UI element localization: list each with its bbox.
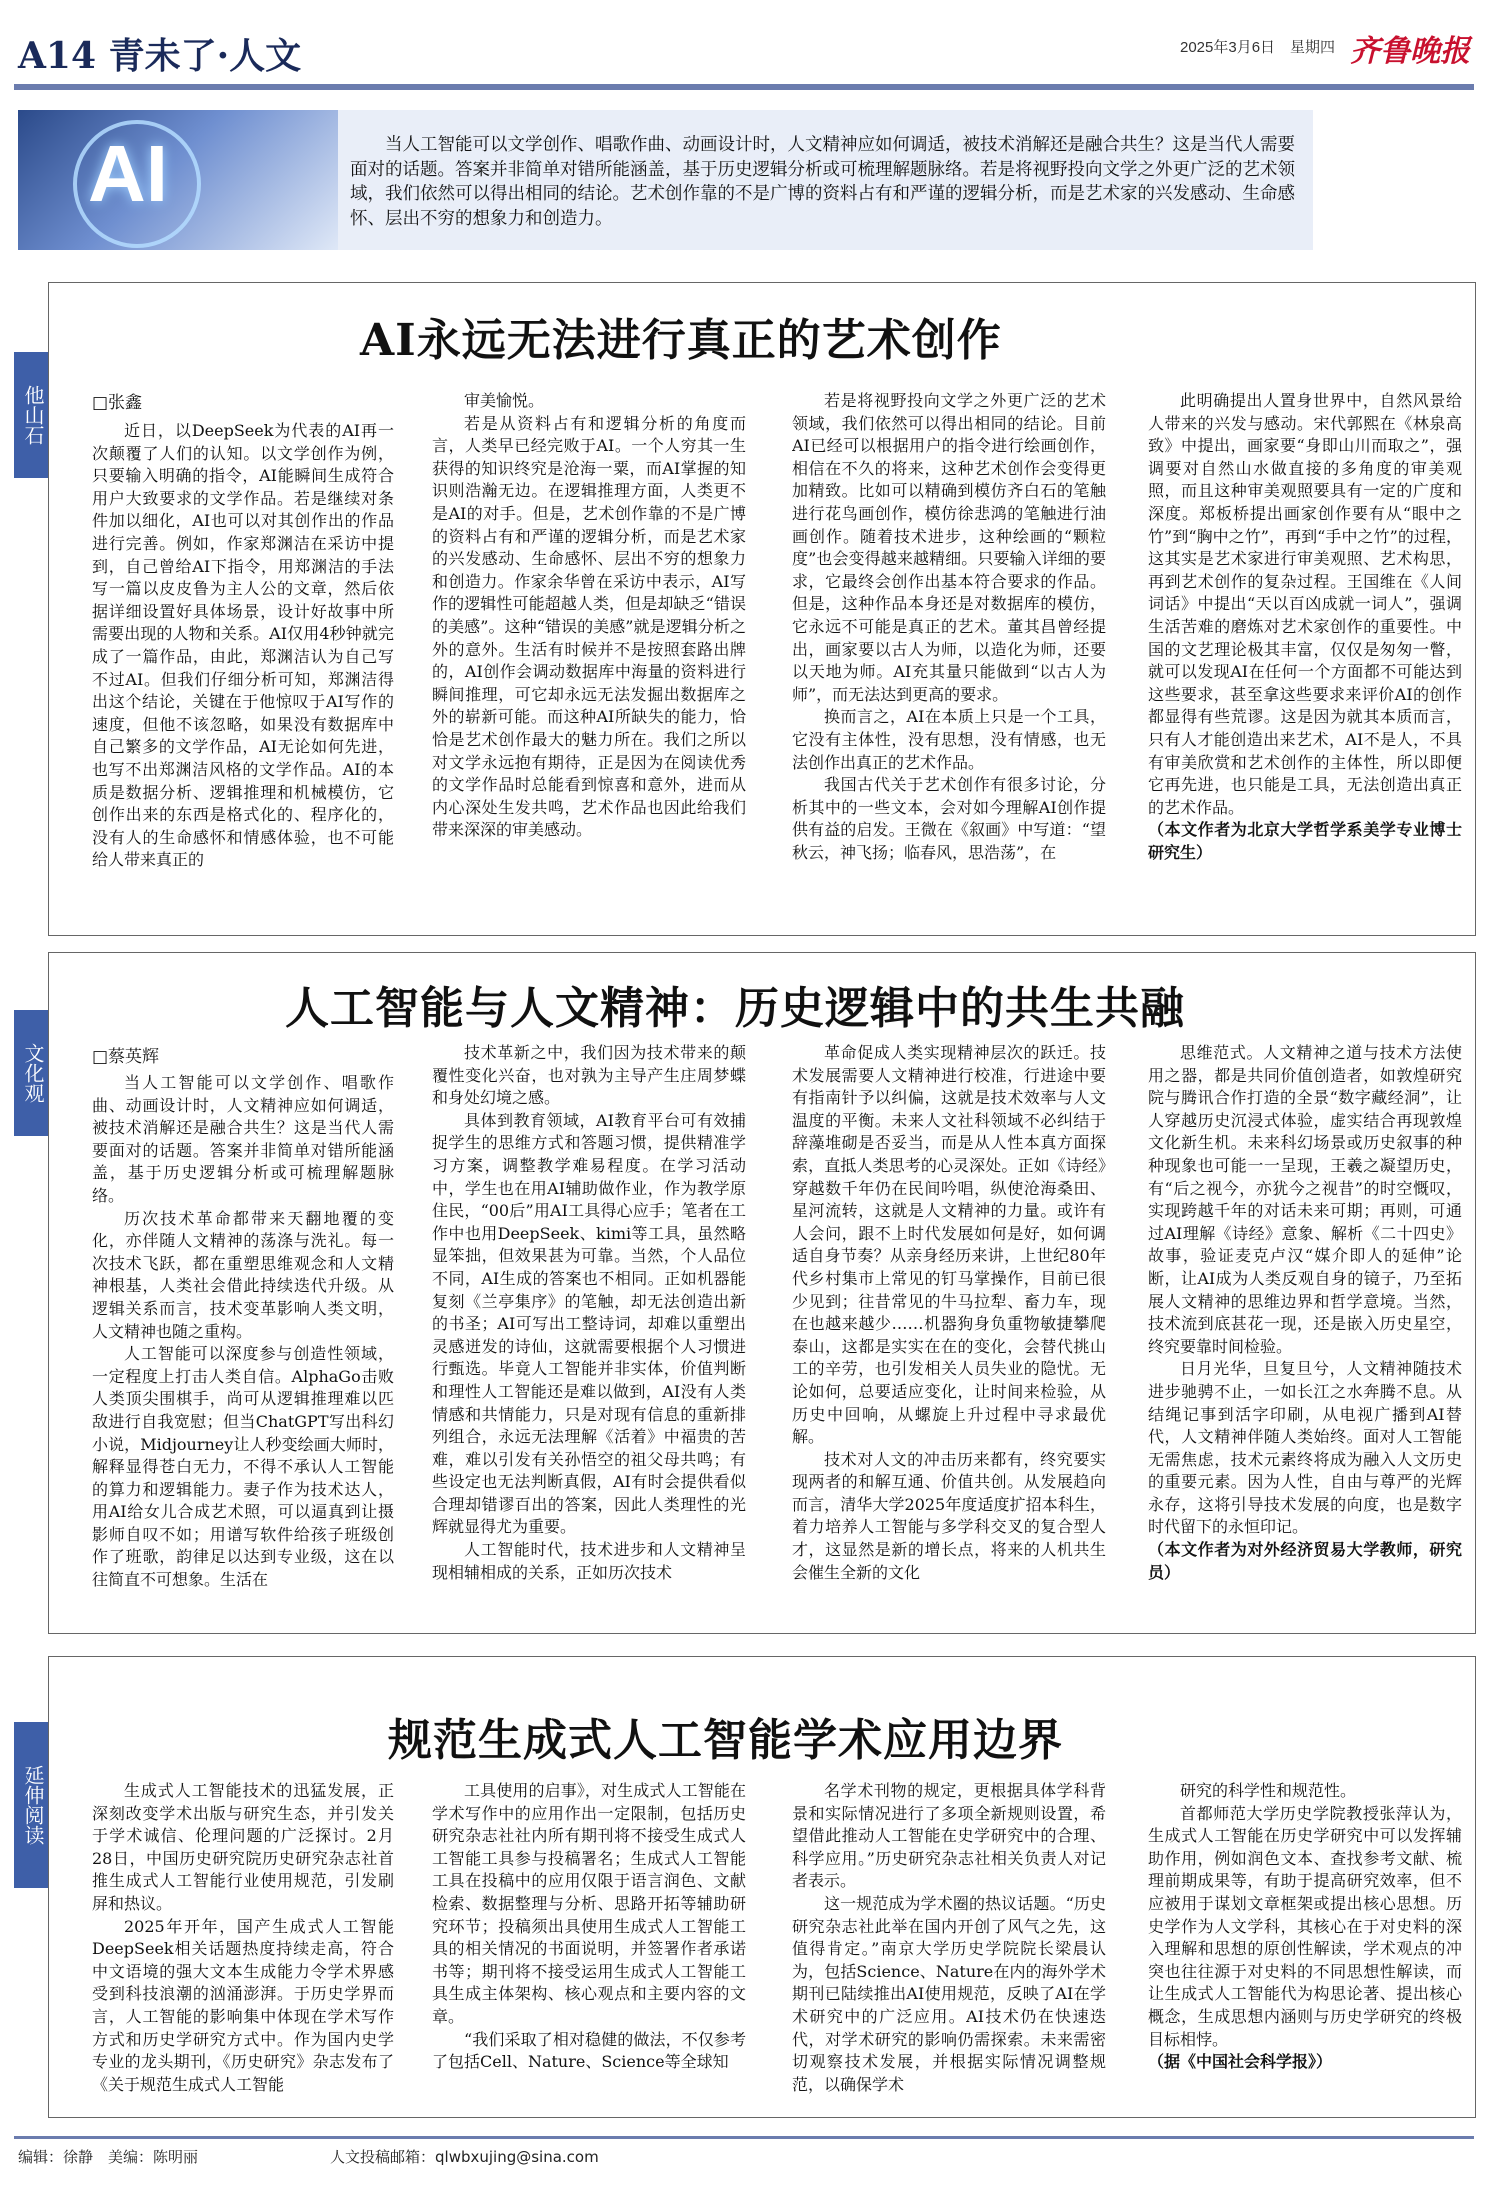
- article-title-2: 人工智能与人文精神：历史逻辑中的共生共融: [285, 983, 1185, 1034]
- footer-editor: 编辑：徐静 美编：陈明丽: [18, 2148, 199, 2166]
- article-1-column-3: 若是将视野投向文学之外更广泛的艺术领域，我们依然可以得出相同的结论。目前AI已经可以根据用户的指令进行绘画创作，相信在不久的将来，这种艺术创作会变得更加精致。比如可以精确到模仿齐白石的笔触进行花鸟画创作，模仿徐悲鸿的笔触进行油画创作。随着技术进步，这种绘画的“颗粒度”也会变得越来越精细。只要输入详细的要求，它最终会创作出基本符合要求的作品。但是，这种作品本身还是对数据库的模仿，它永远不可能是真正的艺术。董其昌曾经提出，画家要以古人为师，以造化为师，还要以天地为师。AI充其量只能做到“以古人为师”，而无法达到更高的要求。 换而言之，AI在本质上只是一个工具，它没有主体性，没有思想，没有情感，也无法创作出真正的艺术作品。 我国古代关于艺术创作有很多讨论，分析其中的一些文本，会对如今理解AI创作提供有益的启发。王微在《叙画》中写道：“望秋云，神飞扬；临春风，思浩荡”，在: [792, 391, 1106, 862]
- article-3-column-3: 名学术刊物的规定，更根据具体学科背景和实际情况进行了多项全新规则设置，希望借此推动人工智能在史学研究中的合理、科学应用。”历史研究杂志社相关负责人对记者表示。 这一规范成为学术圈的热议话题。“历史研究杂志社此举在国内开创了风气之先，这值得肯定。”南京大学历史学院院长梁晨认为，包括Science、Nature在内的海外学术期刊已陆续推出AI使用规范，反映了AI在学术研究中的广泛应用。AI技术仍在快速迭代，对学术研究的影响仍需探索。未来需密切观察技术发展，并根据实际情况调整规范，以确保学术: [792, 1781, 1106, 2094]
- article-3-column-4: 研究的科学性和规范性。 首都师范大学历史学院教授张萍认为，生成式人工智能在历史学研究中可以发挥辅助作用，例如润色文本、查找参考文献、梳理前期成果等，有助于提高研究效率，但不应被用于谋划文章框架或提出核心思想。历史学作为人文学科，其核心在于对史料的深入理解和思想的原创性解读，学术观点的冲突也往往源于对史料的不同思想性解读，而让生成式人工智能代为构思论著、提出核心概念，生成思想内涵则与历史学研究的终极目标相悖。 （据《中国社会科学报》）: [1148, 1781, 1462, 2072]
- article-title-3: 规范生成式人工智能学术应用边界: [388, 1715, 1063, 1766]
- article-title-1: AI永远无法进行真正的艺术创作: [360, 315, 1002, 366]
- article-2-column-1: 当人工智能可以文学创作、唱歌作曲、动画设计时，人文精神应如何调适，被技术消解还是融合共生？这是当代人需要面对的话题。答案并非简单对错所能涵盖，基于历史逻辑分析或可梳理解题脉络。 历次技术革命都带来天翻地覆的变化，亦伴随人文精神的荡涤与洗礼。每一次技术飞跃，都在重塑思维观念和人文精神根基，人类社会借此持续迭代升级。从逻辑关系而言，技术变革影响人类文明，人文精神也随之重构。 人工智能可以深度参与创造性领域，一定程度上打击人类自信。AlphaGo击败人类顶尖围棋手，尚可从逻辑推理难以匹敌进行自我宽慰；但当ChatGPT写出科幻小说，Midjourney让人秒变绘画大师时，解释显得苍白无力，不得不承认人工智能的算力和逻辑能力。妻子作为技术达人，用AI给女儿合成艺术照，可以逼真到让摄影师自叹不如；用谱写软件给孩子班级创作了班歌，韵律足以达到专业级，这在以往简直不可想象。生活在: [92, 1073, 394, 1590]
- newspaper-logo: 齐鲁晚报: [1350, 34, 1470, 69]
- article-1-column-2: 审美愉悦。 若是从资料占有和逻辑分析的角度而言，人类早已经完败于AI。一个人穷其一生获得的知识终究是沧海一粟，而AI掌握的知识则浩瀚无边。在逻辑推理方面，人类更不是AI的对手。但是，艺术创作靠的不是广博的资料占有和严谨的逻辑分析，而是艺术家的兴发感动、生命感怀、层出不穷的想象力和创造力。作家余华曾在采访中表示，AI写作的逻辑性可能超越人类，但是却缺乏“错误的美感”。这种“错误的美感”就是逻辑分析之外的意外。生活有时候并不是按照套路出牌的，AI创作会调动数据库中海量的资料进行瞬间推理，可它却永远无法发掘出数据库之外的崭新可能。而这种AI所缺失的能力，恰恰是艺术创作最大的魅力所在。我们之所以对文学永远抱有期待，正是因为在阅读优秀的文学作品时总能看到惊喜和意外，进而从内心深处生发共鸣，艺术作品也因此给我们带来深深的审美感动。: [432, 391, 746, 840]
- header-rule: [14, 84, 1474, 90]
- article-3-column-2: 工具使用的启事》，对生成式人工智能在学术写作中的应用作出一定限制，包括历史研究杂志社社内所有期刊将不接受生成式人工智能工具参与投稿署名；生成式人工智能工具在投稿中的应用仅限于语言润色、文献检索、数据整理与分析、思路开拓等辅助研究环节；投稿须出具使用生成式人工智能工具的相关情况的书面说明，并签署作者承诺书等；期刊将不接受运用生成式人工智能工具生成主体架构、核心观点和主要内容的文章。 “我们采取了相对稳健的做法，不仅参考了包括Cell、Nature、Science等全球知: [432, 1781, 746, 2072]
- article-2-column-3: 革命促成人类实现精神层次的跃迁。技术发展需要人文精神进行校准，行进途中要有指南针予以纠偏，这就是技术效率与人文温度的平衡。未来人文社科领域不必纠结于辞藻堆砌是否妥当，而是从人性本真方面探索，直抵人类思考的心灵深处。正如《诗经》穿越数千年仍在民间吟唱，纵使沧海桑田、星河流转，这就是人文精神的力量。或许有人会问，跟不上时代发展如何是好，如何调适自身节奏？从亲身经历来讲，上世纪80年代乡村集市上常见的钉马掌操作，目前已很少见到；往昔常见的牛马拉犁、畜力车，现在也越来越少……机器狗身负重物敏捷攀爬泰山，这都是实实在在的变化，会替代挑山工的辛劳，也引发相关人员失业的隐忧。无论如何，总要适应变化，让时间来检验，从历史中回响，从螺旋上升过程中寻求最优解。 技术对人文的冲击历来都有，终究要实现两者的和解互通、价值共创。从发展趋向而言，清华大学2025年度适度扩招本科生，着力培养人工智能与多学科交叉的复合型人才，这显然是新的增长点，将来的人机共生会催生全新的文化: [792, 1043, 1106, 1582]
- article-3-column-1: 生成式人工智能技术的迅猛发展，正深刻改变学术出版与研究生态，并引发关于学术诚信、伦理问题的广泛探讨。2月28日，中国历史研究院历史研究杂志社首推生成式人工智能行业使用规范，引发刷屏和热议。 2025年开年，国产生成式人工智能DeepSeek相关话题热度持续走高，符合中文语境的强大文本生成能力令学术界感受到科技浪潮的汹涌澎湃。于历史学界而言，人工智能的影响集中体现在学术写作方式和历史学研究方式中。作为国内史学专业的龙头期刊，《历史研究》杂志发布了《关于规范生成式人工智能: [92, 1781, 394, 2094]
- issue-date: 2025年3月6日 星期四: [1180, 39, 1336, 56]
- article-2-column-4: 思维范式。人文精神之道与技术方法使用之器，都是共同价值创造者，如敦煌研究院与腾讯合作打造的全景“数字藏经洞”，让人穿越历史沉浸式体验，虚实结合再现敦煌文化新生机。未来科幻场景或历史叙事的种种现象也可能一一呈现，王羲之凝望历史，有“后之视今，亦犹今之视昔”的时空慨叹，实现跨越千年的对话未来可期；再则，可通过AI理解《诗经》意象、解析《二十四史》故事，验证麦克卢汉“媒介即人的延伸”论断，让AI成为人类反观自身的镜子，乃至拓展人文精神的思维边界和哲学意境。当然，技术流到底甚花一现，还是嵌入历史星空，终究要靠时间检验。 日月光华，旦复旦兮，人文精神随技术进步驰骋不止，一如长江之水奔腾不息。从结绳记事到活字印刷，从电视广播到AI替代，人文精神伴随人类始终。面对人工智能无需焦虑，技术元素终将成为融入人文历史的重要元素。因为人性，自由与尊严的光辉永存，这将引导技术发展的向度，也是数字时代留下的永恒印记。 （本文作者为对外经济贸易大学教师，研究员）: [1148, 1043, 1462, 1582]
- footer-email: 人文投稿邮箱：qlwbxujing@sina.com: [330, 2148, 599, 2166]
- article-author-2: □蔡英辉: [92, 1047, 160, 1067]
- article-2-column-2: 技术革新之中，我们因为技术带来的颠覆性变化兴奋，也对孰为主导产生庄周梦蝶和身处幻境之感。 具体到教育领域，AI教育平台可有效捕捉学生的思维方式和答题习惯，提供精准学习方案，调整教学难易程度。在学习活动中，学生也在用AI辅助做作业，作为教学原住民，“00后”用AI工具得心应手；笔者在工作中也用DeepSeek、kimi等工具，虽然略显笨拙，但效果甚为可靠。当然，个人品位不同，AI生成的答案也不相同。正如机器能复刻《兰亭集序》的笔触，却无法创造出新的书圣；AI可写出工整诗词，却难以重塑出灵感迸发的诗仙，这就需要根据个人习惯进行甄选。毕竟人工智能并非实体，价值判断和理性人工智能还是难以做到，AI没有人类情感和共情能力，只是对现有信息的重新排列组合，永远无法理解《活着》中福贵的苦难，难以引发有关孙悟空的祖父母共鸣；有些设定也无法判断真假，AI有时会提供看似合理却错谬百出的答案，因此人类理性的光辉就显得尤为重要。 人工智能时代，技术进步和人文精神呈现相辅相成的关系，正如历次技术: [432, 1043, 746, 1582]
- article-1-column-4: 此明确提出人置身世界中，自然风景给人带来的兴发与感动。宋代郭熙在《林泉高致》中提出，画家要“身即山川而取之”，强调要对自然山水做直接的多角度的审美观照，而且这种审美观照要具有一定的广度和深度。郑板桥提出画家创作要有从“眼中之竹”到“胸中之竹”，再到“手中之竹”的过程，这其实是艺术家进行审美观照、艺术构思，再到艺术创作的复杂过程。王国维在《人间词话》中提出“天以百凶成就一词人”，强调生活苦难的磨炼对艺术家创作的重要性。中国的文艺理论极其丰富，仅仅是匆匆一瞥，就可以发现AI在任何一个方面都不可能达到这些要求，甚至拿这些要求来评价AI的创作都显得有些荒谬。这是因为就其本质而言，只有人才能创造出来艺术，AI不是人，不具有审美欣赏和艺术创作的主体性，所以即便它再先进，也只能是工具，无法创造出真正的艺术作品。 （本文作者为北京大学哲学系美学专业博士研究生）: [1148, 391, 1462, 862]
- ai-illustration-text: AI: [88, 129, 168, 218]
- page-section-title: A14 青未了·人文: [18, 35, 302, 77]
- footer-rule: [14, 2136, 1474, 2139]
- column-tab-tashanshi: 他山石: [14, 352, 48, 478]
- article-1-column-1: 近日，以DeepSeek为代表的AI再一次颠覆了人们的认知。以文学创作为例，只要输入明确的指令，AI能瞬间生成符合用户大致要求的文学作品。若是继续对条件加以细化，AI也可以对其创作出的作品进行完善。例如，作家郑渊洁在采访中提到，自己曾给AI下指令，用郑渊洁的手法写一篇以皮皮鲁为主人公的文章，然后依据详细设置好具体场景，设计好故事中所需要出现的人物和关系。AI仅用4秒钟就完成了一篇作品，由此，郑渊洁认为自己写不过AI。但我们仔细分析可知，郑渊洁得出这个结论，关键在于他惊叹于AI写作的速度，但他不该忽略，如果没有数据库中自己繁多的文学作品，AI无论如何先进，也写不出郑渊洁风格的文学作品。AI的本质是数据分析、逻辑推理和机械模仿，它创作出来的东西是格式化的、程序化的，没有人的生命感怀和情感体验，也不可能给人带来真正的: [92, 421, 394, 870]
- column-tab-yanshenyuedu: 延伸阅读: [14, 1722, 48, 1888]
- article-author-1: □张鑫: [92, 393, 143, 413]
- column-tab-wenhuaguan: 文化观: [14, 1010, 48, 1136]
- ai-illustration: [18, 110, 338, 250]
- intro-text: 当人工智能可以文学创作、唱歌作曲、动画设计时，人文精神应如何调适，被技术消解还是融合共生？这是当代人需要面对的话题。答案并非简单对错所能涵盖，基于历史逻辑分析或可梳理解题脉络。若是将视野投向文学之外更广泛的艺术领域，我们依然可以得出相同的结论。艺术创作靠的不是广博的资料占有和严谨的逻辑分析，而是艺术家的兴发感动、生命感怀、层出不穷的想象力和创造力。: [350, 135, 1295, 229]
